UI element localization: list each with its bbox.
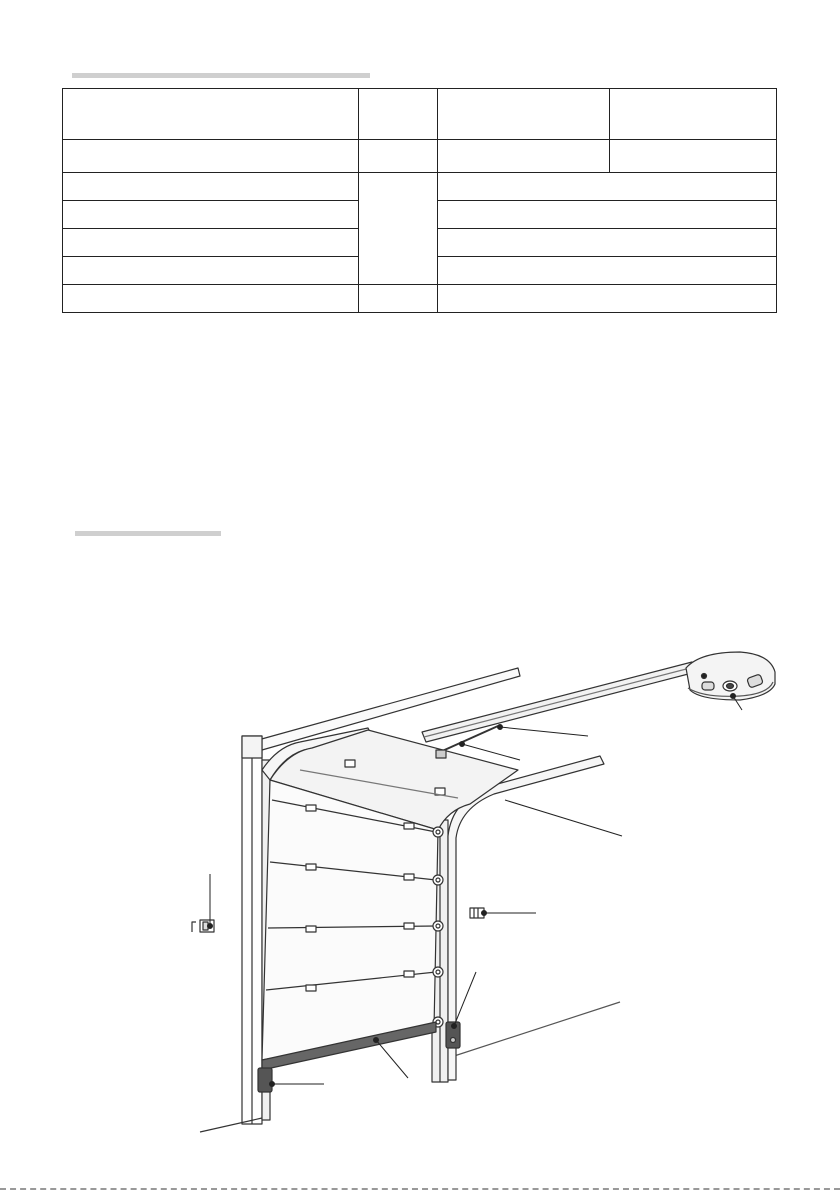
operator-head [686,652,775,700]
sectional-door [262,780,438,1060]
page-footer-dash [0,1188,840,1190]
